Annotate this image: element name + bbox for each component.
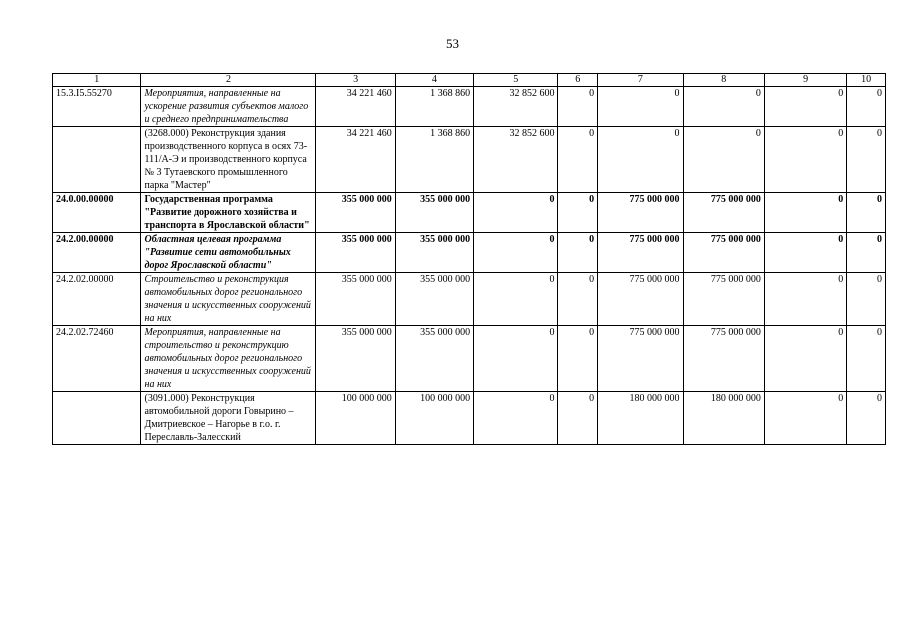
row-code	[53, 127, 141, 193]
cell-col-4: 355 000 000	[395, 193, 473, 233]
cell-col-8: 0	[683, 127, 764, 193]
column-header: 5	[474, 74, 558, 87]
table-row	[53, 193, 886, 233]
cell-col-6: 0	[558, 233, 598, 273]
cell-col-3: 355 000 000	[316, 233, 395, 273]
column-header: 1	[53, 74, 141, 87]
cell-col-8: 775 000 000	[683, 273, 764, 326]
header-row	[53, 74, 886, 87]
cell-col-3: 100 000 000	[316, 392, 395, 445]
row-name: Мероприятия, направленные на строительство и реконструкцию автомобильных дорог регионального значения и искусственных сооружений на них	[141, 326, 316, 392]
cell-col-8: 775 000 000	[683, 233, 764, 273]
row-name: (3091.000) Реконструкция автомобильной дороги Говырино – Дмитриевское – Нагорье в г.о. г. Переславль-Залесский	[141, 392, 316, 445]
cell-col-4: 355 000 000	[395, 233, 473, 273]
row-code: 24.2.02.00000	[53, 273, 141, 326]
budget-table	[52, 73, 886, 445]
cell-col-5: 0	[474, 193, 558, 233]
column-header: 6	[558, 74, 598, 87]
cell-col-6: 0	[558, 193, 598, 233]
table-row	[53, 233, 886, 273]
cell-col-5: 32 852 600	[474, 127, 558, 193]
cell-col-9: 0	[764, 392, 846, 445]
table-row	[53, 392, 886, 445]
cell-col-8: 775 000 000	[683, 193, 764, 233]
column-header: 3	[316, 74, 395, 87]
cell-col-4: 1 368 860	[395, 87, 473, 127]
cell-col-6: 0	[558, 326, 598, 392]
cell-col-9: 0	[764, 233, 846, 273]
cell-col-3: 34 221 460	[316, 87, 395, 127]
cell-col-7: 0	[598, 127, 683, 193]
column-header: 4	[395, 74, 473, 87]
row-name: (3268.000) Реконструкция здания производственного корпуса в осях 73-111/А-Э и производственного корпуса № 3 Тутаевского промышленного парка "Мастер"	[141, 127, 316, 193]
cell-col-4: 355 000 000	[395, 273, 473, 326]
column-header: 8	[683, 74, 764, 87]
cell-col-5: 0	[474, 326, 558, 392]
cell-col-10: 0	[847, 87, 886, 127]
cell-col-10: 0	[847, 127, 886, 193]
row-name: Мероприятия, направленные на ускорение развития субъектов малого и среднего предпринимательства	[141, 87, 316, 127]
table-row	[53, 87, 886, 127]
cell-col-3: 34 221 460	[316, 127, 395, 193]
cell-col-8: 180 000 000	[683, 392, 764, 445]
column-header: 9	[764, 74, 846, 87]
cell-col-7: 775 000 000	[598, 326, 683, 392]
cell-col-3: 355 000 000	[316, 193, 395, 233]
cell-col-7: 775 000 000	[598, 193, 683, 233]
cell-col-5: 0	[474, 233, 558, 273]
table-row	[53, 127, 886, 193]
row-code: 15.3.I5.55270	[53, 87, 141, 127]
row-code: 24.2.00.00000	[53, 233, 141, 273]
cell-col-10: 0	[847, 193, 886, 233]
cell-col-4: 100 000 000	[395, 392, 473, 445]
cell-col-10: 0	[847, 273, 886, 326]
cell-col-7: 775 000 000	[598, 233, 683, 273]
table-row	[53, 326, 886, 392]
row-code: 24.2.02.72460	[53, 326, 141, 392]
cell-col-7: 180 000 000	[598, 392, 683, 445]
cell-col-4: 355 000 000	[395, 326, 473, 392]
cell-col-9: 0	[764, 273, 846, 326]
cell-col-6: 0	[558, 392, 598, 445]
column-header: 10	[847, 74, 886, 87]
cell-col-7: 0	[598, 87, 683, 127]
cell-col-9: 0	[764, 127, 846, 193]
cell-col-4: 1 368 860	[395, 127, 473, 193]
cell-col-10: 0	[847, 392, 886, 445]
cell-col-5: 0	[474, 392, 558, 445]
cell-col-5: 32 852 600	[474, 87, 558, 127]
cell-col-10: 0	[847, 326, 886, 392]
cell-col-3: 355 000 000	[316, 326, 395, 392]
row-name: Государственная программа "Развитие дорожного хозяйства и транспорта в Ярославской области"	[141, 193, 316, 233]
cell-col-9: 0	[764, 193, 846, 233]
cell-col-6: 0	[558, 273, 598, 326]
cell-col-7: 775 000 000	[598, 273, 683, 326]
row-code	[53, 392, 141, 445]
row-name: Областная целевая программа "Развитие сети автомобильных дорог Ярославской области"	[141, 233, 316, 273]
cell-col-8: 0	[683, 87, 764, 127]
cell-col-8: 775 000 000	[683, 326, 764, 392]
cell-col-10: 0	[847, 233, 886, 273]
column-header: 2	[141, 74, 316, 87]
table-row	[53, 273, 886, 326]
cell-col-6: 0	[558, 87, 598, 127]
cell-col-6: 0	[558, 127, 598, 193]
cell-col-9: 0	[764, 87, 846, 127]
row-code: 24.0.00.00000	[53, 193, 141, 233]
cell-col-3: 355 000 000	[316, 273, 395, 326]
page-number: 53	[446, 36, 459, 51]
column-header: 7	[598, 74, 683, 87]
row-name: Строительство и реконструкция автомобильных дорог регионального значения и искусственных сооружений на них	[141, 273, 316, 326]
cell-col-9: 0	[764, 326, 846, 392]
cell-col-5: 0	[474, 273, 558, 326]
